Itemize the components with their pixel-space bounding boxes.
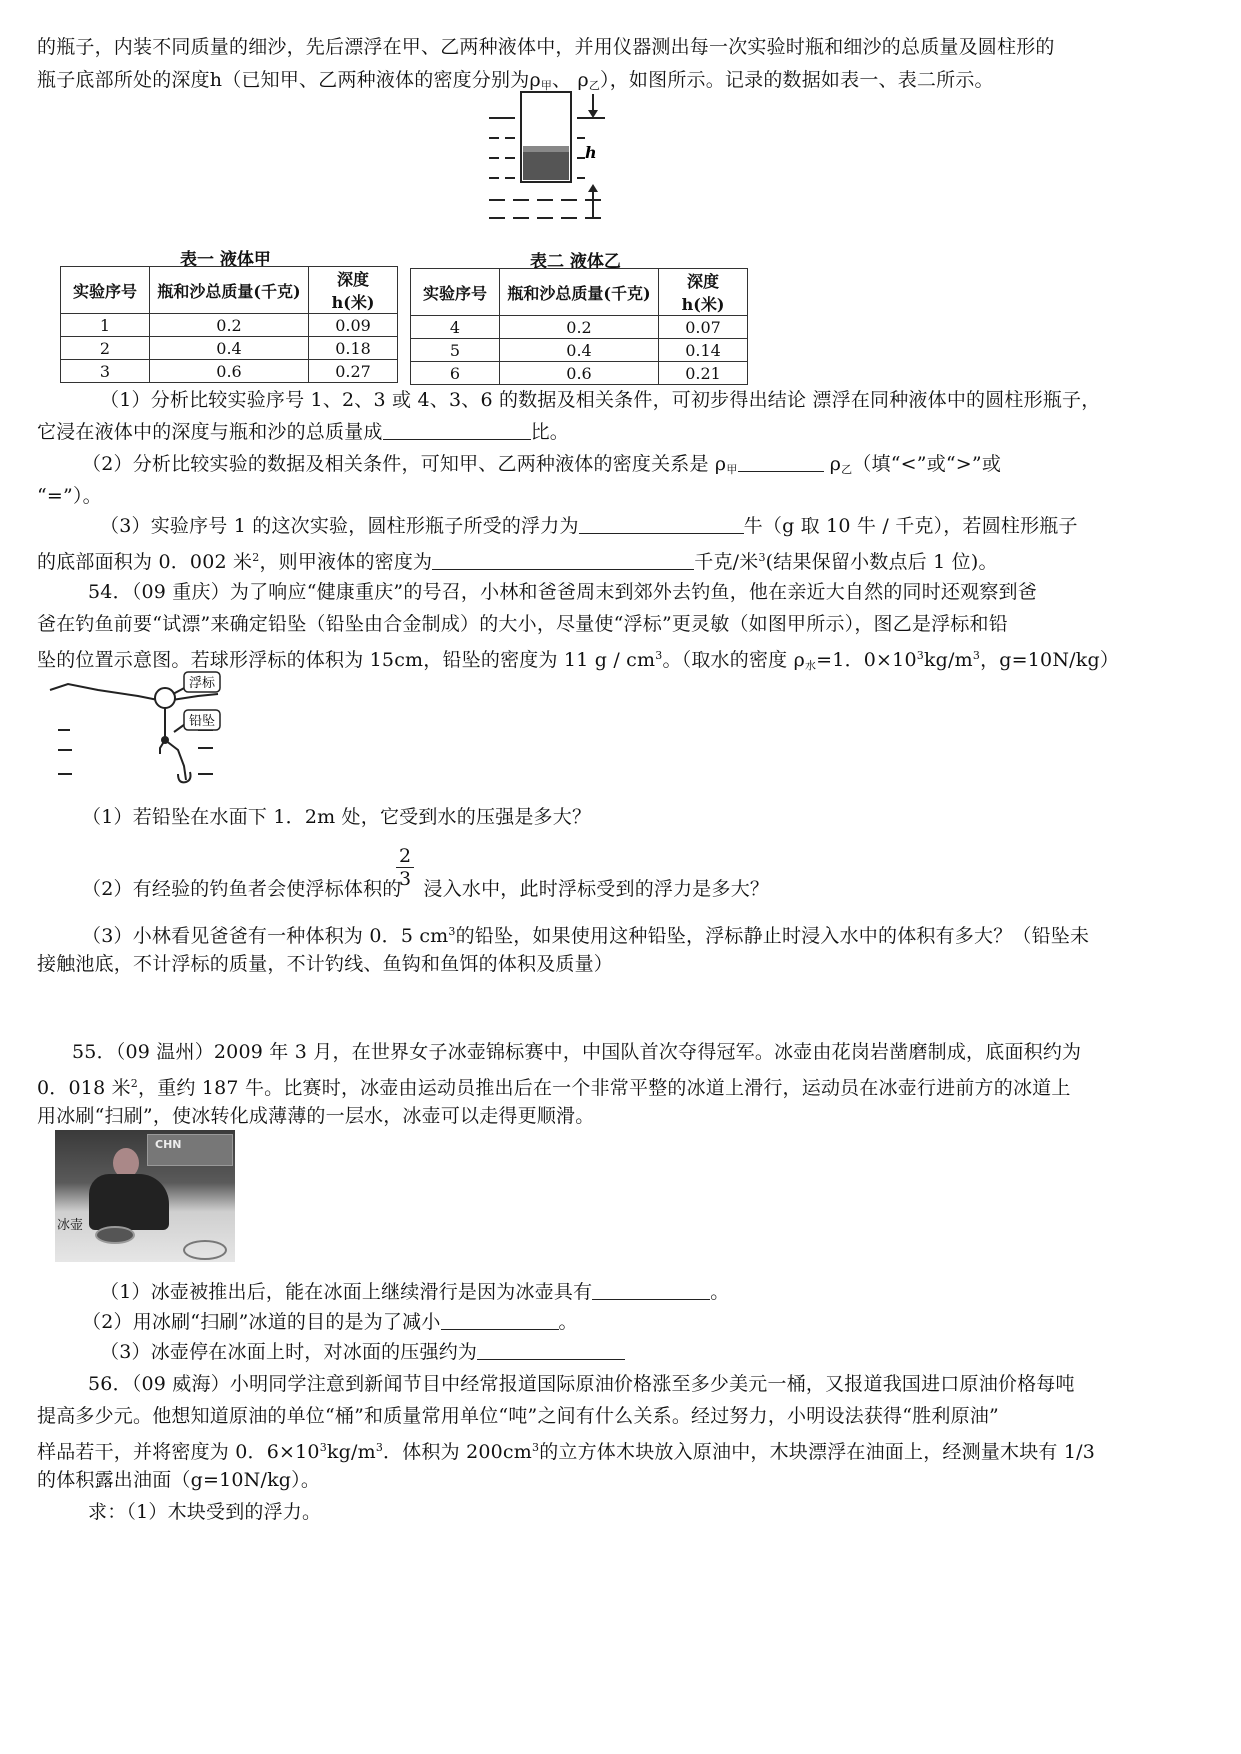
table1-caption: 表一 液体甲 [180, 250, 271, 270]
table1-header: 实验序号 [61, 267, 150, 314]
q55-p3-text: （3）冰壶停在冰面上时，对冰面的压强约为 [100, 1341, 478, 1363]
answer-blank[interactable] [383, 421, 531, 440]
table-row [411, 339, 748, 362]
table-cell: 0.4 [500, 339, 659, 362]
table-cell: 0.21 [659, 362, 748, 385]
sand-fill [523, 148, 569, 180]
intro-line-2-end: ），如图所示。记录的数据如表一、表二所示。 [600, 69, 994, 91]
q56-line1: 56．（09 威海）小明同学注意到新闻节目中经常报道国际原油价格涨至多少美元一桶，又报道我国进口原油价格每吨 [88, 1373, 1075, 1395]
table-cell: 6 [411, 362, 500, 385]
house-ring [183, 1240, 227, 1260]
rho-water-sub: 水 [804, 659, 817, 672]
float-circle [155, 688, 175, 708]
sup: 3 [319, 1441, 327, 1454]
q54-p3-post: 的铅坠，如果使用这种铅坠，浮标静止时浸入水中的体积有多大？（铅坠未 [455, 925, 1090, 947]
q53-p2-pre: （2）分析比较实验的数据及相关条件，可知甲、乙两种液体的密度关系是 ρ [82, 453, 727, 475]
photo-flag: CHN [155, 1138, 182, 1151]
fraction-denominator: 3 [396, 867, 414, 890]
q55-p2-pre: （2）用冰刷“扫刷”冰道的目的是为了减小 [82, 1311, 441, 1333]
answer-blank[interactable] [738, 453, 824, 472]
table-row [61, 360, 398, 383]
q53-p3-post: 牛（g 取 10 牛 / 千克），若圆柱形瓶子 [743, 515, 1078, 537]
q54-part1: （1）若铅坠在水面下 1．2m 处，它受到水的压强是多大？ [82, 806, 592, 828]
table1-header-row [61, 267, 398, 314]
table1-header: 瓶和沙总质量(千克) [150, 267, 309, 314]
q55-part2 [82, 1310, 578, 1334]
q55-l2-post: ，重约 187 牛。比赛时，冰壶由运动员推出后在一个非常平整的冰道上滑行，运动员在冰壶行进前方的冰道上 [138, 1077, 1071, 1099]
table-row [411, 362, 748, 385]
intro-line-2: 瓶子底部所处的深度h（已知甲、乙两种液体的密度分别为$\rho_甲$、 $\rho_乙$），如图所示。记录的数据如表一、表二所示。 [37, 69, 994, 92]
q56-l3-end: 的立方体木块放入原油中，木块漂浮在油面上，经测量木块有 1/3 [539, 1441, 1096, 1463]
sup: 3 [655, 649, 663, 662]
intro-line-2-text: 瓶子底部所处的深度h（已知甲、乙两种液体的密度分别为ρ [37, 69, 541, 91]
sup: 3 [375, 1441, 384, 1454]
answer-blank[interactable] [579, 515, 744, 534]
q53-part3-line2 [37, 546, 998, 574]
answer-blank[interactable] [432, 551, 694, 570]
q54-l3-end: kg/m [923, 649, 973, 671]
q53-part3-line1 [100, 514, 1078, 538]
rho-yi-sub: 乙 [588, 79, 601, 92]
table-cell: 0.2 [150, 314, 309, 337]
q55-p1-post: 。 [710, 1281, 730, 1303]
table1 [60, 266, 398, 383]
table-cell: 0.6 [150, 360, 309, 383]
q53-p1-post: 比。 [530, 421, 570, 443]
q53-part2-line2: “=”）。 [37, 485, 102, 507]
sup: 3 [448, 925, 456, 938]
q53-part1-line1: （1）分析比较实验序号 1、2、3 或 4、3、6 的数据及相关条件，可初步得出结论 漂浮在同种液体中的圆柱形瓶子， [100, 389, 1101, 411]
q55-line1: 55．（09 温州）2009 年 3 月，在世界女子冰壶锦标赛中，中国队首次夺得冠军。冰壶由花岗岩凿磨制成，底面积约为 [72, 1041, 1082, 1063]
q53-p3b-mid: ，则甲液体的密度为 [259, 551, 433, 573]
table-cell: 4 [411, 316, 500, 339]
table-cell: 0.4 [150, 337, 309, 360]
q54-p2-pre: （2）有经验的钓鱼者会使浮标体积的 [82, 878, 402, 900]
q54-part2 [82, 877, 769, 901]
q55-part1 [100, 1280, 730, 1304]
sinker-dot [161, 736, 169, 744]
table-cell: 0.2 [500, 316, 659, 339]
q53-part2-line1: （2）分析比较实验的数据及相关条件，可知甲、乙两种液体的密度关系是 $\rho_甲$ $\rho_乙$（填“<”或“>”或 [82, 453, 1002, 476]
q53-p3b-pre: 的底部面积为 0．002 米 [37, 551, 253, 573]
table-row [61, 337, 398, 360]
q56-line3 [37, 1436, 1095, 1464]
table-cell: 2 [61, 337, 150, 360]
curling-stone [95, 1226, 135, 1244]
table2-header: 瓶和沙总质量(千克) [500, 269, 659, 316]
table-cell: 0.18 [309, 337, 398, 360]
q53-p2-post: （填“<”或“>”或 [852, 453, 1002, 475]
q55-p1-pre: （1）冰壶被推出后，能在冰面上继续滑行是因为冰壶具有 [100, 1281, 593, 1303]
sup: 3 [758, 551, 766, 564]
q54-p2-post: 浸入水中，此时浮标受到的浮力是多大？ [423, 878, 770, 900]
answer-blank[interactable] [592, 1281, 710, 1300]
q54-l3-tail: ，g=10N/kg） [980, 649, 1120, 671]
figure-bottle-diagram [485, 90, 620, 230]
q56-l3-mid: kg/m [326, 1441, 376, 1463]
sup: 3 [972, 649, 981, 662]
q56-line5: 求：（1）木块受到的浮力。 [88, 1501, 322, 1523]
q54-part3-line1 [82, 920, 1089, 948]
q54-l3-pre: 坠的位置示意图。若球形浮标的体积为 15cm，铅坠的密度为 11 g / cm [37, 649, 656, 671]
h-label: h [585, 143, 597, 162]
table-cell: 0.6 [500, 362, 659, 385]
table-row [411, 316, 748, 339]
table1-header: 深度 h(米) [309, 267, 398, 314]
rho-jia-sub: 甲 [540, 79, 553, 92]
curling-photo [55, 1130, 235, 1262]
athlete-body [89, 1174, 169, 1230]
sinker-label: 铅坠 [188, 714, 216, 729]
rho-yi-sub: 乙 [841, 463, 853, 476]
intro-line-1: 的瓶子，内装不同质量的细沙，先后漂浮在甲、乙两种液体中，并用仪器测出每一次实验时瓶和细沙的总质量及圆柱形的 [37, 36, 1055, 58]
float-label: 浮标 [188, 676, 216, 691]
q56-line4: 的体积露出油面（g=10N/kg）。 [37, 1469, 321, 1491]
photo-label: 冰壶 [57, 1218, 84, 1233]
table-cell: 0.27 [309, 360, 398, 383]
sup: 2 [252, 551, 260, 564]
answer-blank[interactable] [441, 1311, 559, 1330]
q54-part3-line2: 接触池底，不计浮标的质量，不计钓线、鱼钩和鱼饵的体积及质量） [37, 953, 614, 975]
q54-l3-post: =1．0×10 [816, 649, 917, 671]
q56-line2: 提高多少元。他想知道原油的单位“桶”和质量常用单位“吨”之间有什么关系。经过努力，小明设法获得“胜利原油” [37, 1405, 999, 1427]
q56-l3-pre: 样品若干，并将密度为 0．6×10 [37, 1441, 320, 1463]
table-cell: 0.07 [659, 316, 748, 339]
figure-float-sinker [48, 670, 223, 788]
q55-l2-pre: 0．018 米 [37, 1077, 131, 1099]
table-row [61, 314, 398, 337]
q53-part1-line2 [37, 420, 569, 444]
table2 [410, 268, 748, 385]
q54-p3-pre: （3）小林看见爸爸有一种体积为 0．5 cm [82, 925, 449, 947]
q54-l3-mid: 。（取水的密度 ρ [662, 649, 805, 671]
sup: 3 [532, 1441, 540, 1454]
table2-caption: 表二 液体乙 [530, 252, 621, 272]
sup: 3 [916, 649, 924, 662]
q53-p3-pre: （3）实验序号 1 的这次实验，圆柱形瓶子所受的浮力为 [100, 515, 579, 537]
table2-header-row [411, 269, 748, 316]
answer-blank[interactable] [477, 1341, 625, 1360]
q56-l3-post: ．体积为 200cm [383, 1441, 532, 1463]
table-cell: 1 [61, 314, 150, 337]
q54-line1: 54．（09 重庆）为了响应“健康重庆”的号召，小林和爸爸周末到郊外去钓鱼，他在亲近大自然的同时还观察到爸 [88, 581, 1037, 603]
table-cell: 0.14 [659, 339, 748, 362]
table-cell: 5 [411, 339, 500, 362]
table-cell: 3 [61, 360, 150, 383]
q55-line2 [37, 1072, 1071, 1100]
rho-jia-sub: 甲 [726, 463, 738, 476]
q53-p3b-post: 千克/米 [694, 551, 759, 573]
q55-line3: 用冰刷“扫刷”，使冰转化成薄薄的一层水，冰壶可以走得更顺滑。 [37, 1105, 595, 1127]
sup: 2 [130, 1077, 138, 1090]
table-cell: 0.09 [309, 314, 398, 337]
q53-p3b-end: (结果保留小数点后 1 位)。 [765, 551, 998, 573]
table2-header: 深度 h(米) [659, 269, 748, 316]
q55-p2-post: 。 [558, 1311, 578, 1333]
q54-line2: 爸在钓鱼前要“试漂”来确定铅坠（铅坠由合金制成）的大小，尽量使“浮标”更灵敏（如图甲所示），图乙是浮标和铅 [37, 613, 1008, 635]
table2-header: 实验序号 [411, 269, 500, 316]
q55-part3 [100, 1340, 625, 1364]
q53-p1-pre: 它浸在液体中的深度与瓶和沙的总质量成 [37, 421, 383, 443]
fraction-numerator: 2 [398, 845, 412, 867]
